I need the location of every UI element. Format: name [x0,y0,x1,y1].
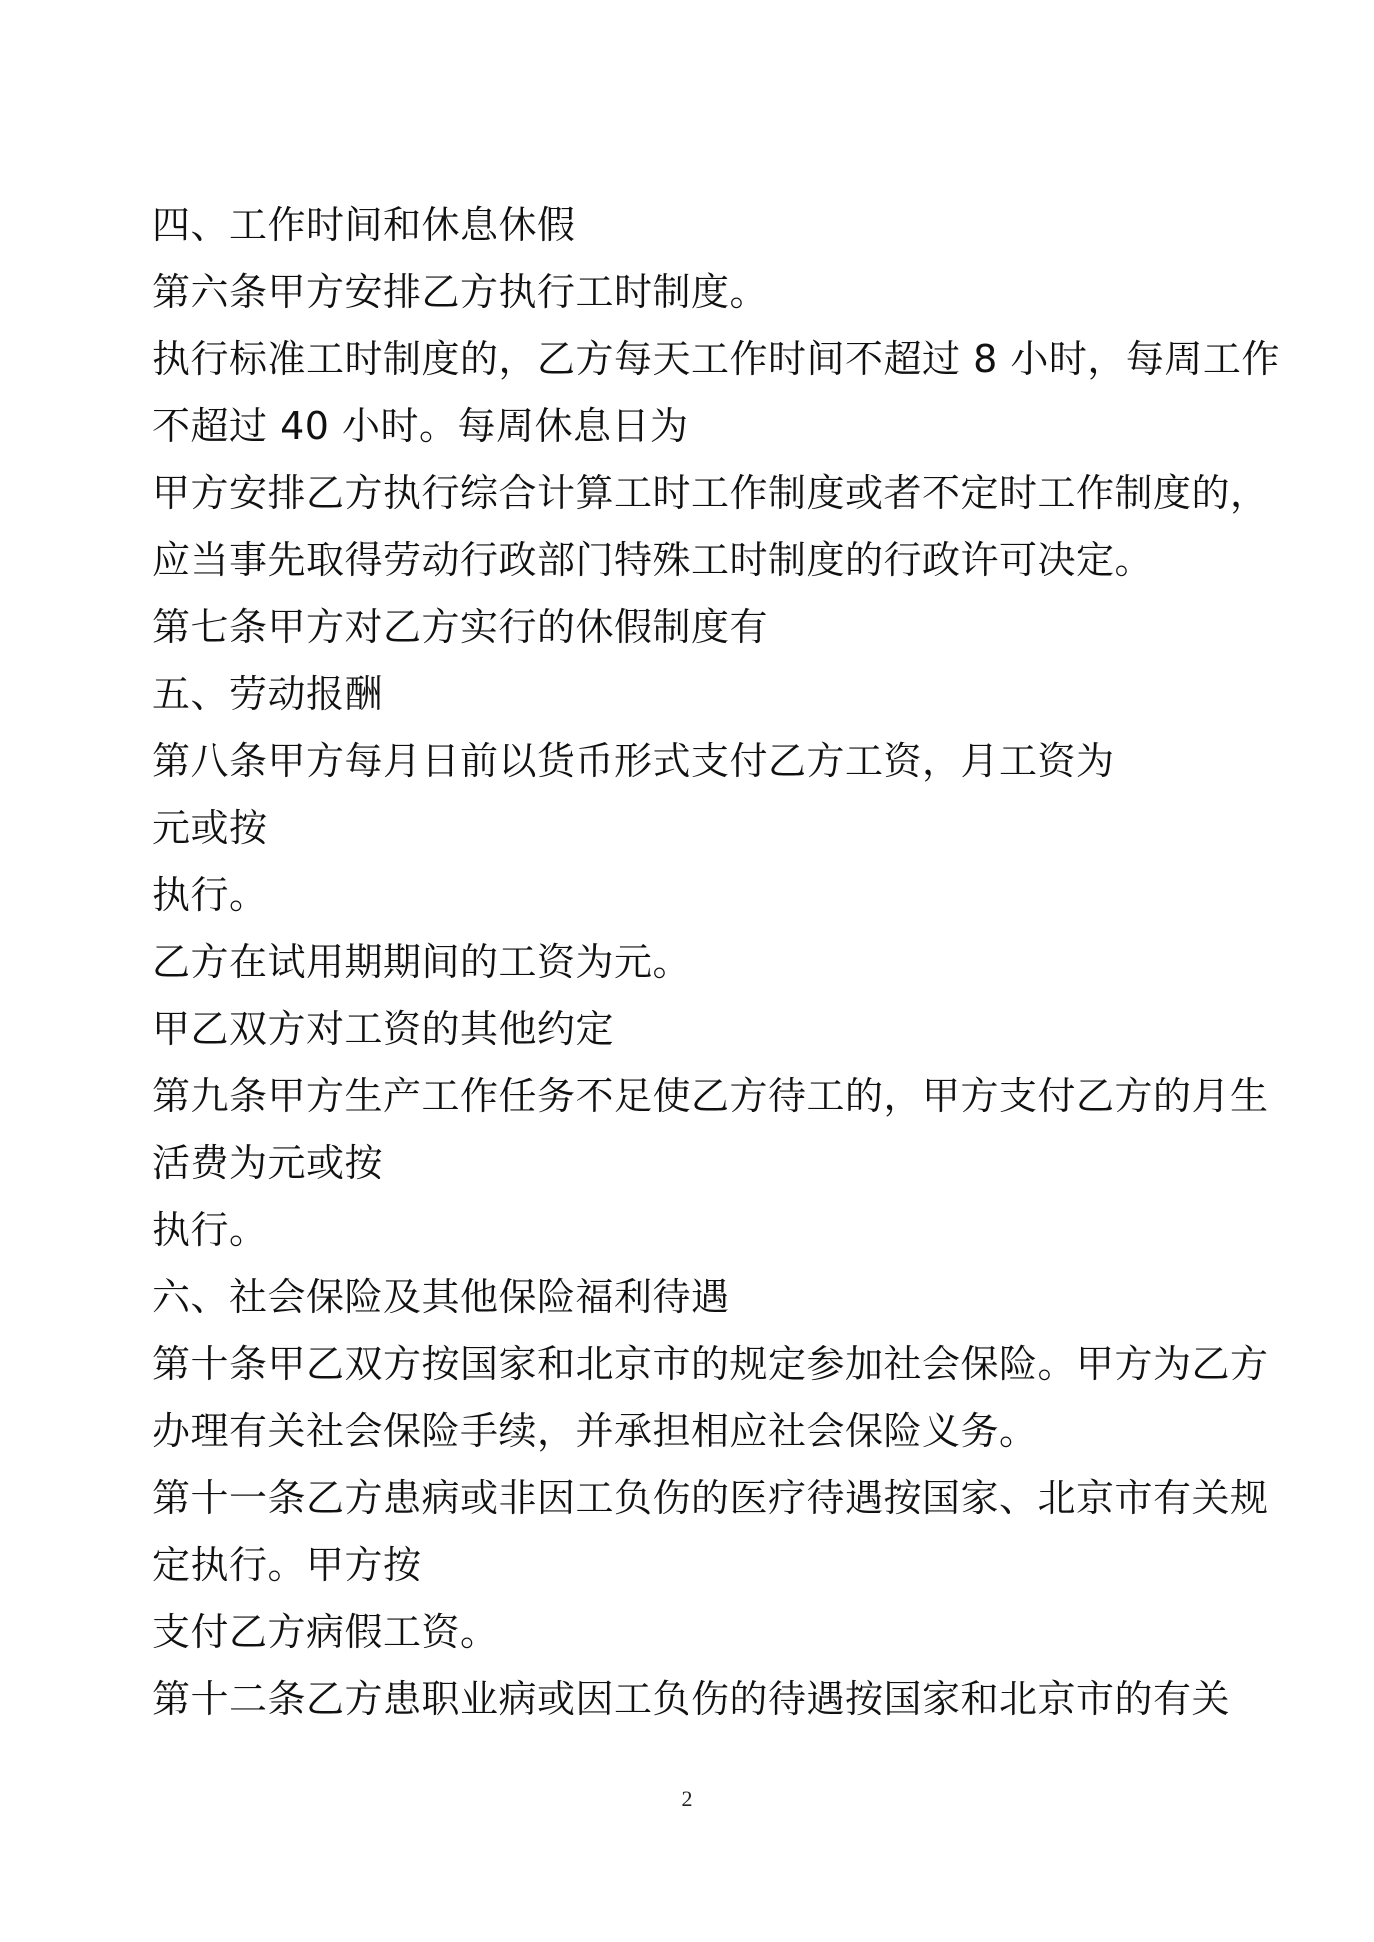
article-8-line-5: 甲乙双方对工资的其他约定 [152,1007,615,1051]
article-11-line-2: 定执行。甲方按 [152,1543,422,1587]
article-11-line-1: 第十一条乙方患病或非因工负伤的医疗待遇按国家、北京市有关规 [152,1476,1269,1520]
article-6-line-1: 第六条甲方安排乙方执行工时制度。 [152,270,769,314]
article-9-line-3: 执行。 [152,1208,268,1252]
section-heading-social-insurance: 六、社会保险及其他保险福利待遇 [152,1275,730,1319]
section-heading-work-hours: 四、工作时间和休息休假 [152,203,576,247]
section-heading-remuneration: 五、劳动报酬 [152,672,384,716]
article-11-line-3: 支付乙方病假工资。 [152,1610,499,1654]
article-9-line-1: 第九条甲方生产工作任务不足使乙方待工的，甲方支付乙方的月生 [152,1074,1269,1118]
article-10-line-2: 办理有关社会保险手续，并承担相应社会保险义务。 [152,1409,1038,1453]
article-6-line-4: 甲方安排乙方执行综合计算工时工作制度或者不定时工作制度的， [152,471,1269,515]
article-12-line-1: 第十二条乙方患职业病或因工负伤的待遇按国家和北京市的有关 [152,1677,1231,1721]
article-7-line: 第七条甲方对乙方实行的休假制度有 [152,605,769,649]
article-6-line-2: 执行标准工时制度的，乙方每天工作时间不超过 8 小时，每周工作 [152,337,1280,381]
article-8-line-4: 乙方在试用期期间的工资为元。 [152,940,692,984]
article-10-line-1: 第十条甲乙双方按国家和北京市的规定参加社会保险。甲方为乙方 [152,1342,1269,1386]
article-8-line-2: 元或按 [152,806,268,850]
page-number: 2 [681,1786,693,1811]
article-9-line-2: 活费为元或按 [152,1141,384,1185]
article-8-line-3: 执行。 [152,873,268,917]
document-body [152,192,1280,1733]
article-6-line-3: 不超过 40 小时。每周休息日为 [152,404,689,448]
article-8-line-1: 第八条甲方每月日前以货币形式支付乙方工资，月工资为 [152,739,1115,783]
article-6-line-5: 应当事先取得劳动行政部门特殊工时制度的行政许可决定。 [152,538,1154,582]
